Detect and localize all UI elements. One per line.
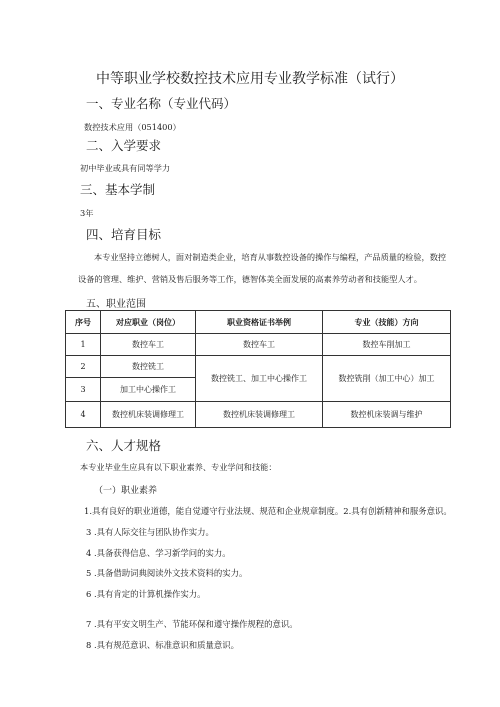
list-item: 7 .具有平安文明生产、节能环保和遵守操作规程的意识。 — [86, 619, 298, 629]
table-cell: 4 — [66, 402, 101, 428]
section-6-heading: 六、人才规格 — [86, 438, 162, 453]
entry-requirement: 初中毕业或具有同等学力 — [80, 163, 171, 173]
list-item: 4 .具备获得信息、学习新学问的实力。 — [86, 548, 231, 558]
table-header: 序号 — [66, 311, 101, 334]
list-item: 6 .具有肯定的计算机操作实力。 — [86, 589, 206, 599]
section-4-heading: 四、培育目标 — [86, 227, 162, 242]
table-cell: 数控机床装调修理工 — [196, 402, 323, 428]
table-row — [66, 356, 451, 378]
duration: 3年 — [80, 208, 94, 218]
section-1-heading: 一、专业名称（专业代码） — [86, 96, 237, 111]
table-cell: 数控机床装调修理工 — [101, 402, 196, 428]
table-cell: 2 — [66, 356, 101, 378]
table-cell: 数控车削加工 — [323, 334, 451, 356]
section-2-heading: 二、入学要求 — [86, 138, 162, 153]
list-item: 5 .具备借助词典阅读外文技术资料的实力。 — [86, 568, 248, 578]
table-cell: 数控机床装调与维护 — [323, 402, 451, 428]
table-header: 专业（技能）方向 — [323, 311, 451, 334]
subsection-professional-quality: （一）职业素养 — [94, 486, 158, 496]
table-cell-merged: 数控铣工、加工中心操作工 — [196, 356, 323, 402]
table-header: 对应职业（岗位） — [101, 311, 196, 334]
table-cell: 加工中心操作工 — [101, 378, 196, 402]
table-cell: 数控车工 — [101, 334, 196, 356]
table-cell: 1 — [66, 334, 101, 356]
table-row — [66, 402, 451, 428]
table-cell: 数控车工 — [196, 334, 323, 356]
table-row — [66, 334, 451, 356]
section-5-heading: 五、职业范围 — [86, 299, 146, 310]
table-header-row — [66, 311, 451, 334]
table-cell-merged: 数控铣削（加工中心）加工 — [323, 356, 451, 402]
list-item: 8 .具有规范意识、标准意识和质量意识。 — [86, 640, 240, 650]
table-header: 职业资格证书举例 — [196, 311, 323, 334]
list-item: 1.具有良好的职业道德，能自觉遵守行业法规、规范和企业规章制度。2.具有创新精神和服务意识。 — [84, 506, 452, 516]
talent-spec-intro: 本专业毕业生应具有以下职业素养、专业学问和技能： — [80, 462, 277, 472]
career-scope-table — [65, 310, 451, 428]
training-objective: 本专业坚持立德树人，面对制造类企业，培育从事数控设备的操作与编程，产品质量的检验，数控设备的管理、维护、营销及售后服务等工作，德智体美全面发展的高素养劳动者和技能型人才。 — [78, 252, 447, 284]
table-cell: 3 — [66, 378, 101, 402]
table-cell: 数控铣工 — [101, 356, 196, 378]
page-title: 中等职业学校数控技术应用专业教学标准（试行） — [96, 71, 404, 87]
list-item: 3 .具有人际交往与团队协作实力。 — [86, 527, 214, 537]
section-3-heading: 三、基本学制 — [80, 182, 156, 197]
major-name-code: 数控技术应用（051400） — [84, 122, 181, 132]
